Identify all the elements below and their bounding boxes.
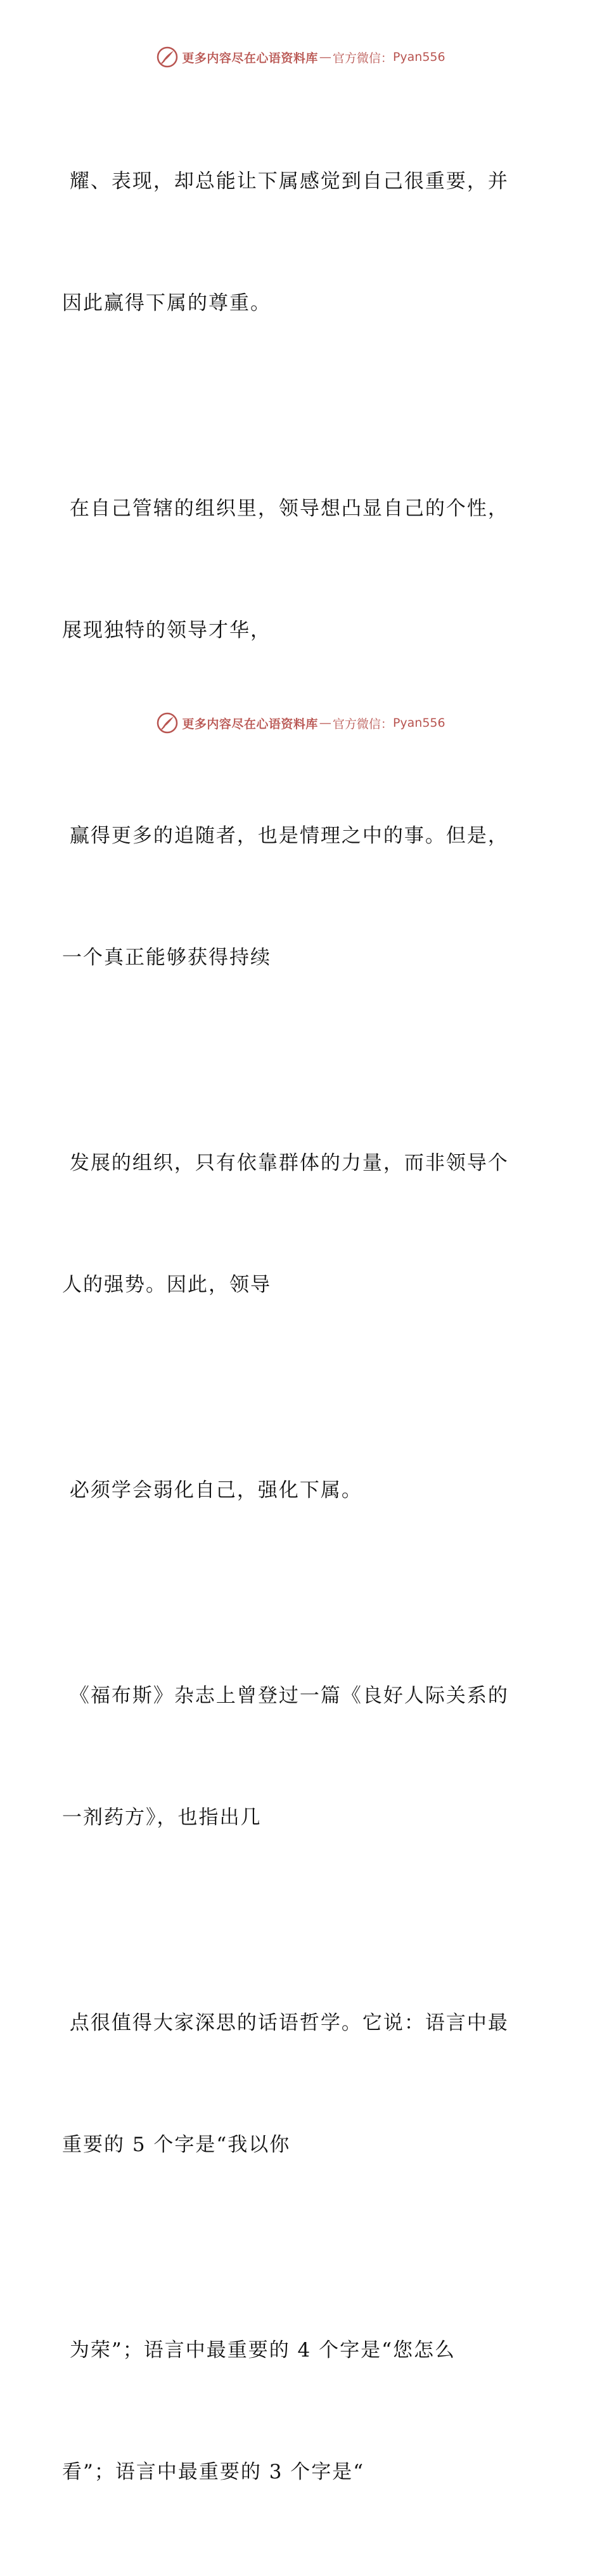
watermark-dash: — <box>319 716 331 730</box>
paragraph-7 <box>62 1922 531 2246</box>
paragraph-8 <box>62 2249 531 2573</box>
paragraph-line: 人的强势。因此，领导 <box>62 1273 271 1296</box>
paragraph-line: 赢得更多的追随者，也是情理之中的事。但是， <box>62 824 509 847</box>
paragraph-line: 发展的组织，只有依靠群体的力量，而非领导个 <box>62 1152 509 1174</box>
paragraph-line: 《福布斯》杂志上曾登过一篇《良好人际关系的 <box>62 1684 509 1707</box>
paragraph-2 <box>62 407 531 732</box>
footer-watermark <box>0 710 602 736</box>
watermark-official-label: 官方微信： <box>332 717 393 731</box>
paragraph-1 <box>62 80 531 405</box>
paragraph-line: 展现独特的领导才华， <box>62 619 271 642</box>
header-watermark <box>0 44 602 70</box>
paragraph-line: 重要的 5 个字是“我以你 <box>62 2133 291 2156</box>
watermark-dash: — <box>319 50 331 64</box>
paragraph-3 <box>62 734 531 1059</box>
document-body <box>62 80 531 2576</box>
watermark-wechat-id: Pyan556 <box>392 50 445 64</box>
watermark-official-label: 官方微信： <box>332 51 393 65</box>
paragraph-line: 一剂药方》，也指出几 <box>62 1806 262 1829</box>
paragraph-line: 因此赢得下属的尊重。 <box>62 292 271 315</box>
watermark-main-text: 更多内容尽在心语资料库 <box>182 717 318 731</box>
paragraph-line: 必须学会弱化自己，强化下属。 <box>62 1479 362 1502</box>
paragraph-5 <box>62 1389 531 1592</box>
paragraph-line: 耀、表现，却总能让下属感觉到自己很重要，并 <box>62 170 509 193</box>
watermark-wechat-id: Pyan556 <box>392 716 445 730</box>
paragraph-6 <box>62 1594 531 1919</box>
paragraph-line: 看”；语言中最重要的 3 个字是“ <box>62 2461 365 2483</box>
feather-pen-seal-icon <box>157 46 178 68</box>
paragraph-4 <box>62 1062 531 1386</box>
watermark-main-text: 更多内容尽在心语资料库 <box>182 51 318 65</box>
paragraph-line: 点很值得大家深思的话语哲学。它说：语言中最 <box>62 2012 509 2034</box>
paragraph-line: 为荣”；语言中最重要的 4 个字是“您怎么 <box>62 2339 456 2362</box>
paragraph-line: 在自己管辖的组织里，领导想凸显自己的个性， <box>62 497 509 520</box>
paragraph-line: 一个真正能够获得持续 <box>62 946 271 969</box>
feather-pen-seal-icon <box>157 712 178 734</box>
